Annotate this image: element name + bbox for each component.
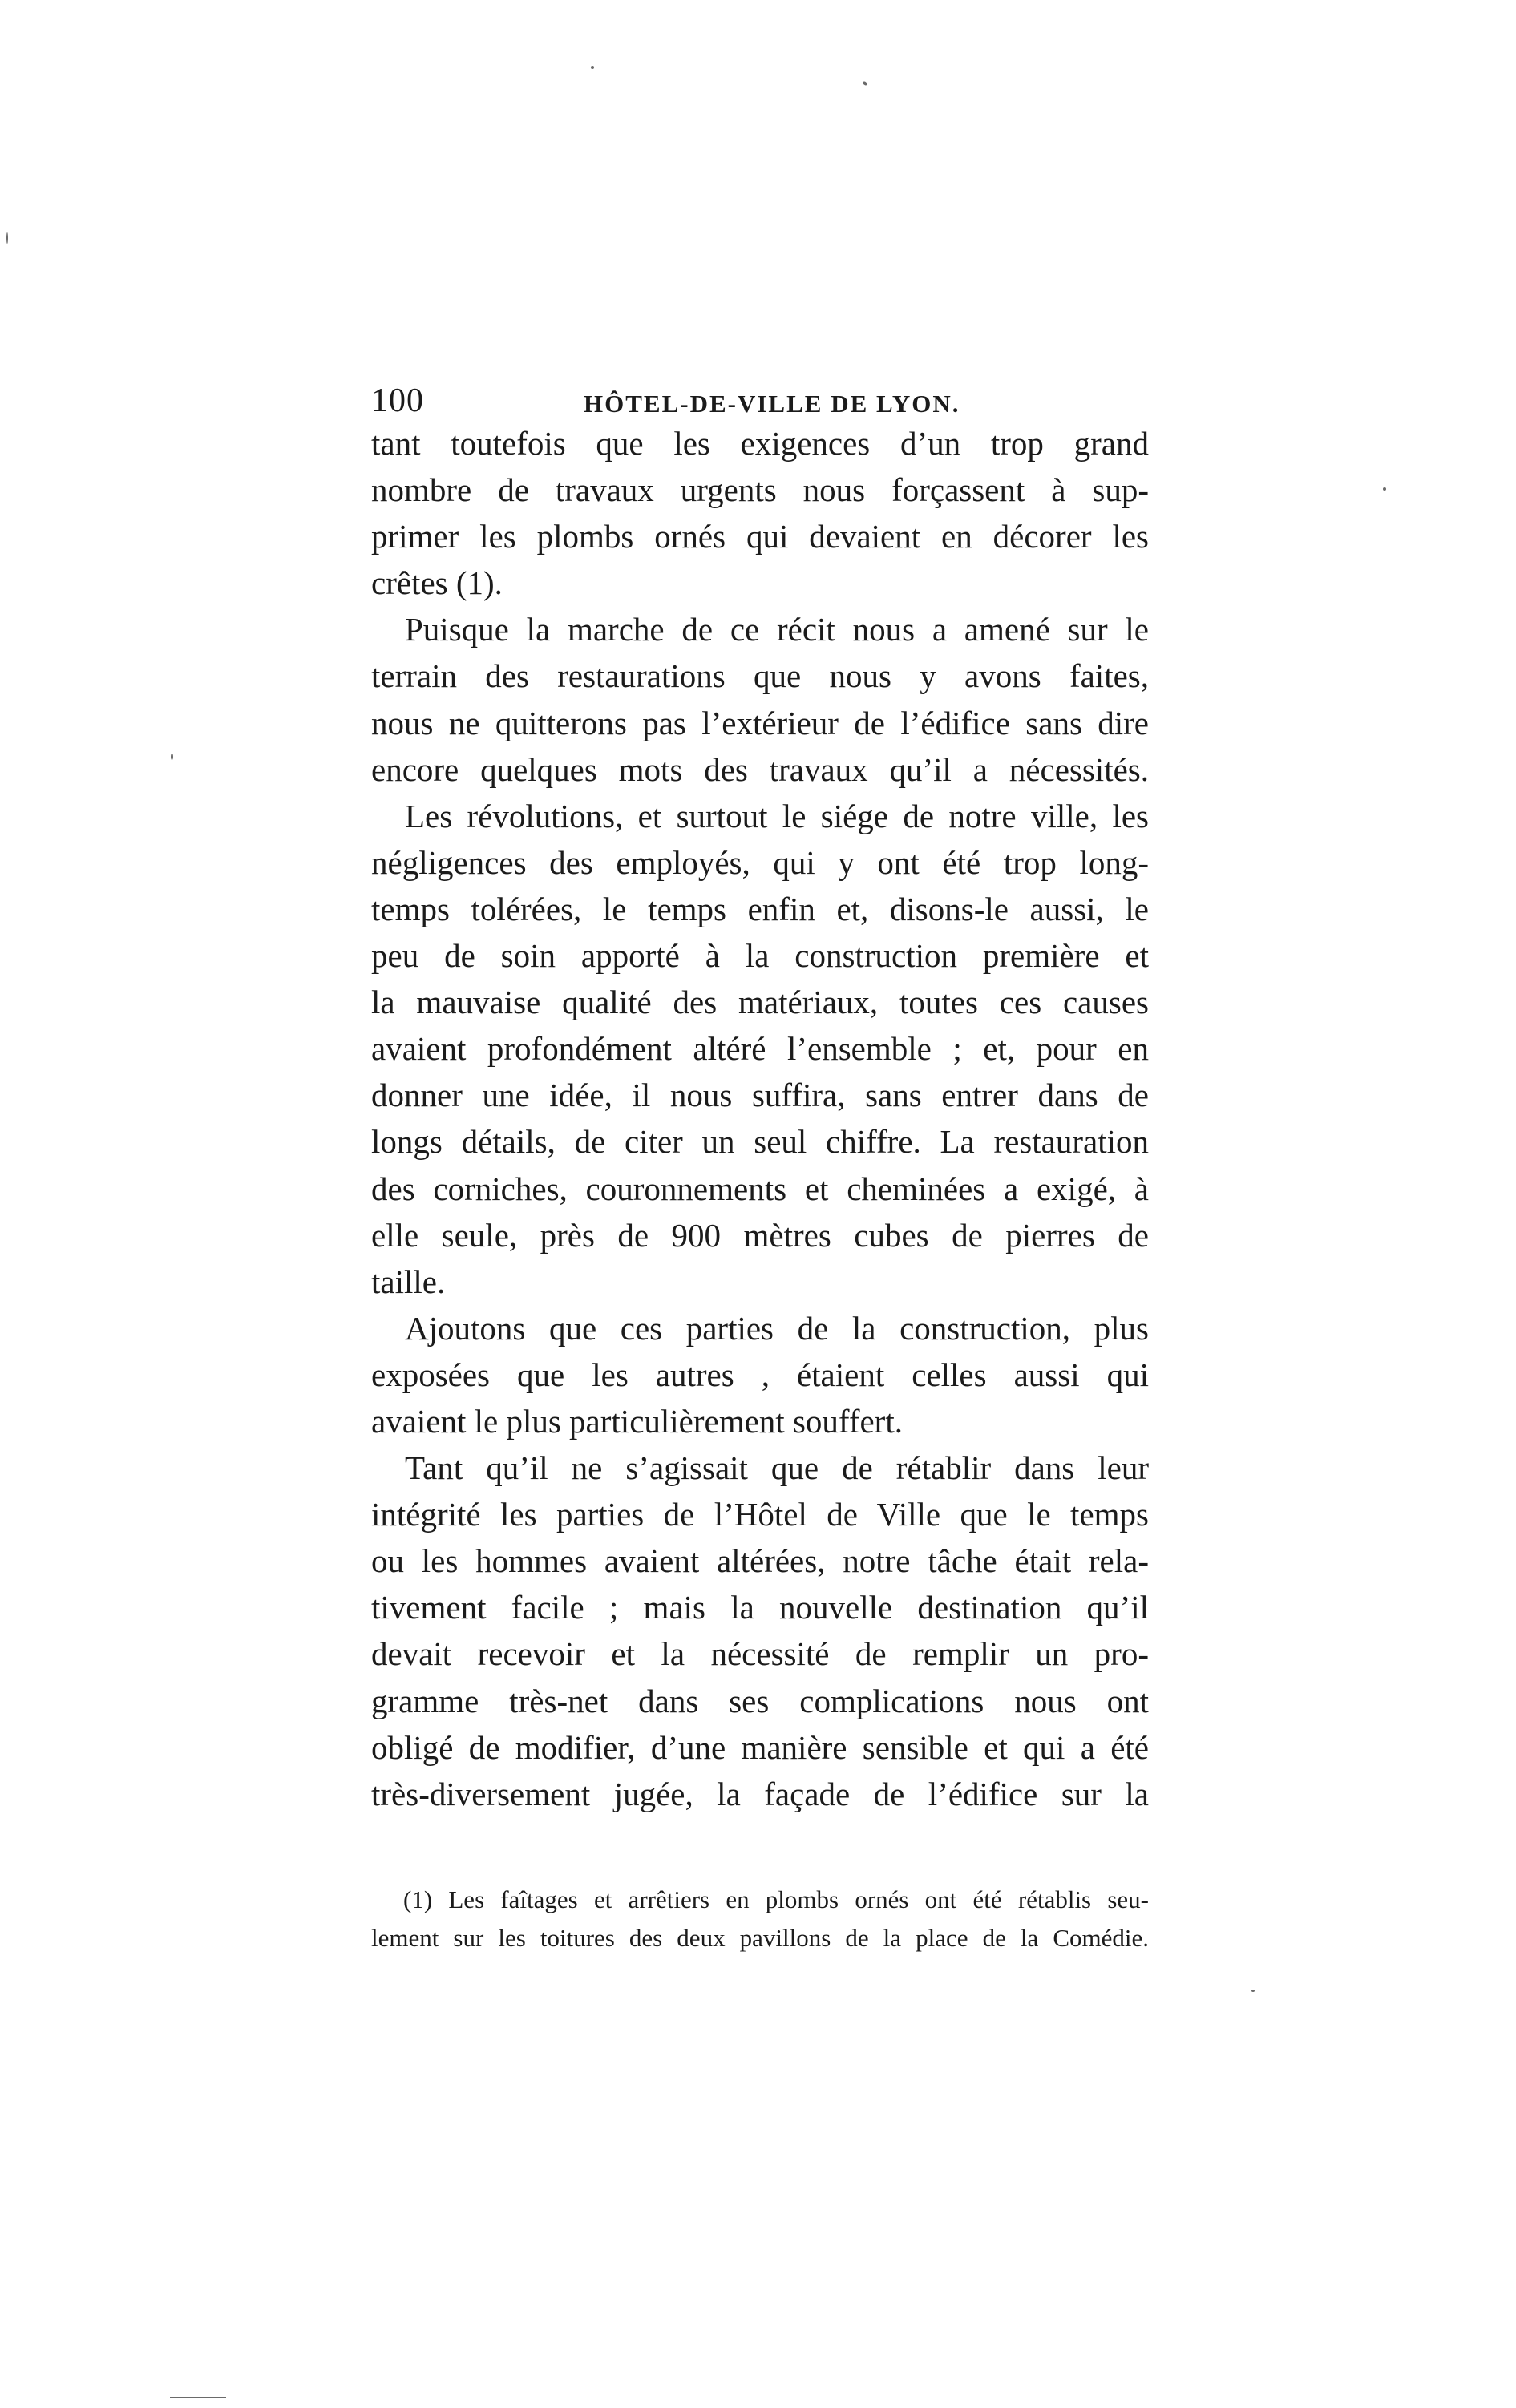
body-text: [371, 420, 1149, 1817]
text-line: nombre de travaux urgents nous forçassent à sup-: [371, 471, 1149, 509]
scan-speck: [170, 2397, 226, 2398]
footnote-line: lement sur les toitures des deux pavillons de la place de la Comédie.: [371, 1924, 1149, 1952]
text-line: la mauvaise qualité des matériaux, toutes ces causes: [371, 984, 1149, 1021]
scan-speck: [862, 81, 867, 87]
text-line: exposées que les autres , étaient celles aussi qui: [371, 1356, 1149, 1393]
text-line: avaient le plus particulièrement souffert.: [371, 1402, 903, 1440]
text-line: intégrité les parties de l’Hôtel de Ville que le temps: [371, 1496, 1149, 1533]
scan-speck: [6, 232, 8, 244]
text-line: obligé de modifier, d’une manière sensible et qui a été: [371, 1728, 1149, 1766]
text-line: avaient profondément altéré l’ensemble ; et, pour en: [371, 1030, 1149, 1068]
text-line: des corniches, couronnements et cheminées a exigé, à: [371, 1170, 1149, 1207]
text-line: terrain des restaurations que nous y avons faites,: [371, 657, 1149, 695]
text-line: gramme très-net dans ses complications nous ont: [371, 1682, 1149, 1719]
text-line: nous ne quitterons pas l’extérieur de l’édifice sans dire: [371, 704, 1149, 741]
text-line: Puisque la marche de ce récit nous a amené sur le: [405, 611, 1149, 648]
text-line: Ajoutons que ces parties de la construction, plus: [405, 1309, 1149, 1347]
footnotes: [371, 1881, 1149, 1958]
text-line: Les révolutions, et surtout le siége de notre ville, les: [405, 797, 1149, 834]
text-line: donner une idée, il nous suffira, sans entrer dans de: [371, 1077, 1149, 1114]
text-line: crêtes (1).: [371, 564, 503, 602]
page-number: 100: [371, 382, 424, 419]
text-line: peu de soin apporté à la construction première et: [371, 937, 1149, 975]
footnote-line: (1) Les faîtages et arrêtiers en plombs ornés ont été rétablis seu-: [403, 1885, 1149, 1913]
text-line: négligences des employés, qui y ont été trop long-: [371, 843, 1149, 881]
text-line: taille.: [371, 1263, 446, 1300]
scan-speck: [1251, 1990, 1255, 1992]
text-line: elle seule, près de 900 mètres cubes de pierres de: [371, 1216, 1149, 1254]
text-line: très-diversement jugée, la façade de l’édifice sur la: [371, 1775, 1149, 1812]
running-head: HÔTEL-DE-VILLE DE LYON.: [584, 390, 960, 418]
text-line: ou les hommes avaient altérées, notre tâche était rela-: [371, 1542, 1149, 1580]
text-line: Tant qu’il ne s’agissait que de rétablir dans leur: [405, 1449, 1149, 1487]
text-line: longs détails, de citer un seul chiffre. La restauration: [371, 1123, 1149, 1161]
text-line: temps tolérées, le temps enfin et, disons-le aussi, le: [371, 890, 1149, 927]
text-line: tivement facile ; mais la nouvelle destination qu’il: [371, 1589, 1149, 1626]
scan-speck: [591, 66, 594, 69]
text-line: tant toutefois que les exigences d’un trop grand: [371, 425, 1149, 462]
scan-speck: [1383, 487, 1386, 491]
text-line: encore quelques mots des travaux qu’il a nécessités.: [371, 750, 1149, 788]
scan-speck: [171, 754, 173, 760]
text-line: primer les plombs ornés qui devaient en décorer les: [371, 518, 1149, 556]
page-header: [371, 377, 1149, 425]
text-line: devait recevoir et la nécessité de remplir un pro-: [371, 1635, 1149, 1673]
